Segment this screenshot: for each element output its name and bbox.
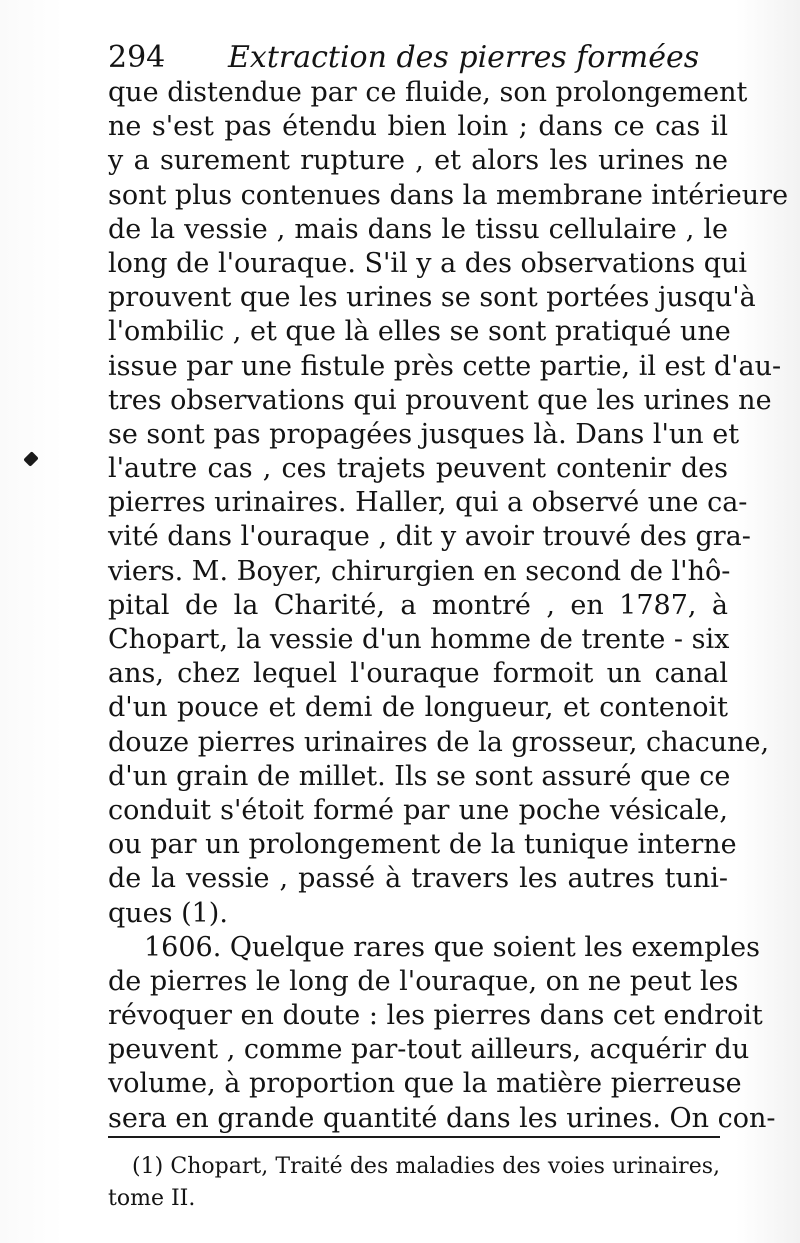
text-line: tres observations qui prouvent que les urines ne bbox=[108, 384, 772, 416]
text-line: se sont pas propagées jusques là. Dans l'un et bbox=[108, 418, 740, 450]
text-line: douze pierres urinaires de la grosseur, chacune, bbox=[108, 726, 770, 758]
text-line: de pierres le long de l'ouraque, on ne peut les bbox=[108, 965, 739, 997]
text-line: ou par un prolongement de la tunique interne bbox=[108, 829, 737, 861]
text-line: ne s'est pas étendu bien loin ; dans ce cas il bbox=[108, 111, 728, 143]
text-line: l'autre cas , ces trajets peuvent contenir des bbox=[108, 453, 728, 485]
text-line: Chopart, la vessie d'un homme de trente - six bbox=[108, 624, 730, 655]
text-line: ans, chez lequel l'ouraque formoit un canal bbox=[108, 658, 728, 690]
text-line: issue par une fistule près cette partie, il est d'au- bbox=[108, 350, 782, 382]
text-line: vité dans l'ouraque , dit y avoir trouvé des gra- bbox=[108, 521, 751, 553]
text-line: viers. M. Boyer, chirurgien en second de l'hô- bbox=[108, 555, 731, 587]
footnote bbox=[108, 1151, 720, 1215]
text-line: long de l'ouraque. S'il y a des observations qui bbox=[108, 247, 748, 279]
text-line: sera en grande quantité dans les urines. On con- bbox=[108, 1102, 776, 1134]
text-line: sont plus contenues dans la membrane intérieure bbox=[108, 179, 789, 211]
margin-mark bbox=[23, 451, 39, 467]
text-line: y a surement rupture , et alors les urines ne bbox=[108, 145, 728, 177]
text-line: pierres urinaires. Haller, qui a observé une ca- bbox=[108, 487, 748, 519]
text-line: prouvent que les urines se sont portées jusqu'à bbox=[108, 282, 756, 314]
page-header bbox=[108, 40, 728, 76]
page-number: 294 bbox=[108, 40, 166, 75]
text-line: révoquer en doute : les pierres dans cet endroit bbox=[108, 1000, 763, 1032]
text-line: d'un grain de millet. Ils se sont assuré que ce bbox=[108, 760, 731, 792]
footnote-line: tome II. bbox=[108, 1186, 196, 1211]
text-line: de la vessie , passé à travers les autres tuni- bbox=[108, 863, 728, 895]
body-text bbox=[108, 76, 789, 1136]
text-line: d'un pouce et demi de longueur, et contenoit bbox=[108, 692, 728, 724]
paragraph-start-line: 1606. Quelque rares que soient les exemples bbox=[144, 931, 760, 963]
text-line: de la vessie , mais dans le tissu cellulaire , le bbox=[108, 213, 728, 245]
text-line: peuvent , comme par-tout ailleurs, acquérir du bbox=[108, 1034, 750, 1066]
text-line: que distendue par ce fluide, son prolongement bbox=[108, 77, 748, 108]
text-line: conduit s'étoit formé par une poche vésicale, bbox=[108, 794, 728, 826]
running-title: Extraction des pierres formées bbox=[228, 40, 700, 75]
footnote-rule bbox=[108, 1136, 720, 1138]
text-line: ques (1). bbox=[108, 897, 228, 929]
footnote-line: (1) Chopart, Traité des maladies des voies urinaires, bbox=[132, 1154, 720, 1179]
text-line: pital de la Charité, a montré , en 1787, à bbox=[108, 589, 728, 621]
text-line: volume, à proportion que la matière pierreuse bbox=[108, 1068, 742, 1100]
text-line: l'ombilic , et que là elles se sont pratiqué une bbox=[108, 316, 731, 348]
